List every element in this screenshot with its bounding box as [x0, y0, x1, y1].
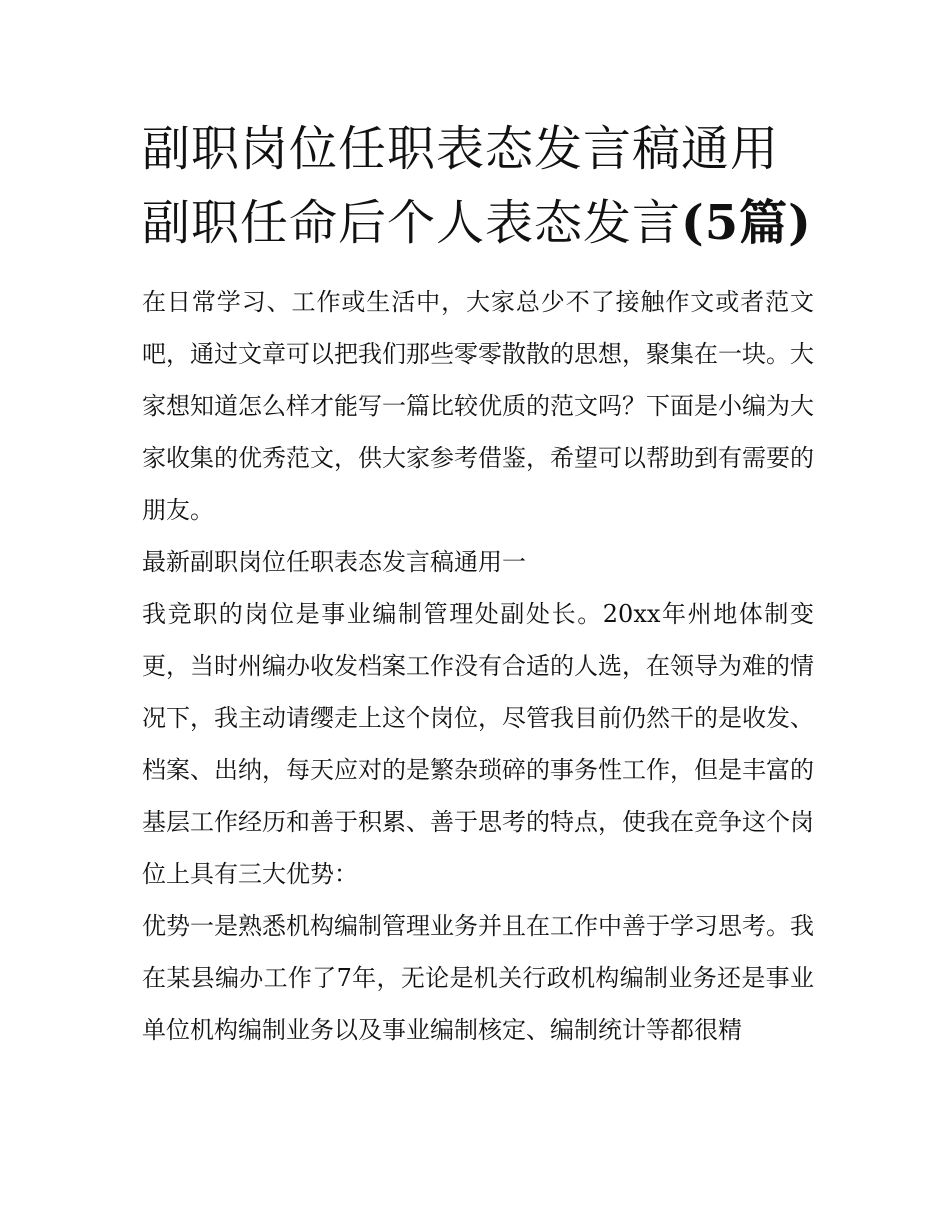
body-paragraph: 我竞职的岗位是事业编制管理处副处长。20xx年州地体制变更，当时州编办收发档案工作没有合适的人选，在领导为难的情况下，我主动请缨走上这个岗位，尽管我目前仍然干的是收发、档案、出纳，每天应对的是繁杂琐碎的事务性工作，但是丰富的基层工作经历和善于积累、善于思考的特点，使我在竞争这个岗位上具有三大优势：: [142, 600, 814, 888]
title-suffix: (5篇): [681, 195, 812, 251]
document-body: [142, 112, 814, 1056]
section-heading: 最新副职岗位任职表态发言稿通用一: [142, 548, 526, 576]
document-title: [142, 112, 814, 260]
body-paragraph: 优势一是熟悉机构编制管理业务并且在工作中善于学习思考。我在某县编办工作了7年，无论是机关行政机构编制业务还是事业单位机构编制业务以及事业编制核定、编制统计等都很精: [142, 912, 814, 1044]
title-text: 副职岗位任职表态发言稿通用副职任命后个人表态发言: [142, 121, 780, 251]
intro-paragraph: 在日常学习、工作或生活中，大家总少不了接触作文或者范文吧，通过文章可以把我们那些零零散散的思想，聚集在一块。大家想知道怎么样才能写一篇比较优质的范文吗？下面是小编为大家收集的优秀范文，供大家参考借鉴，希望可以帮助到有需要的朋友。: [142, 288, 814, 524]
